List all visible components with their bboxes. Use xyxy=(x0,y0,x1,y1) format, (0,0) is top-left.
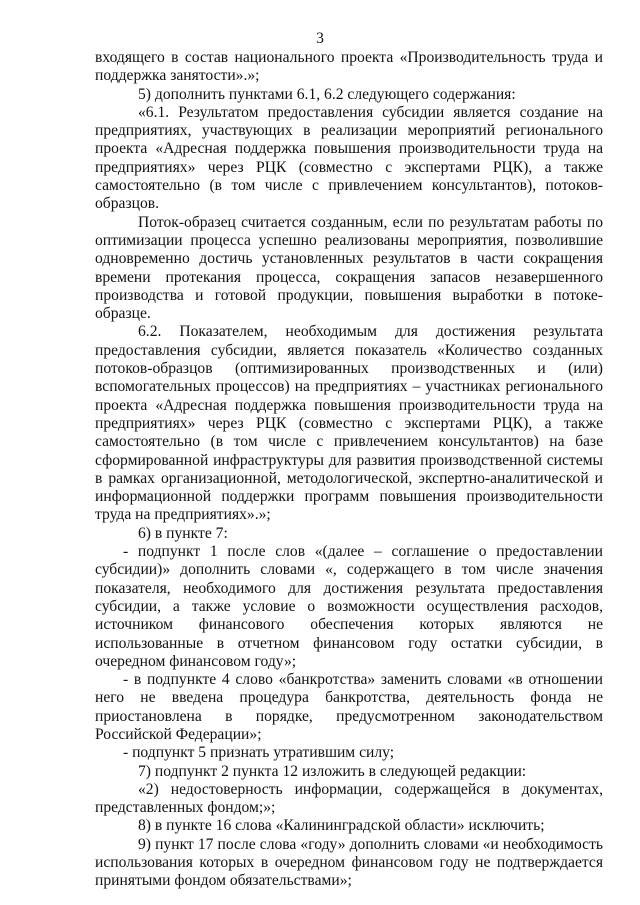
list-item: - подпункт 1 после слов «(далее – соглашение о предоставлении субсидии)» дополнить словами «, содержащего в том числе значения показателя, необходимого для достижения результата предоставления субсидии, а также условие о возможности осуществления расходов, источником финансового обеспечения которых являются не использованные в отчетном финансовом году остатки субсидии, в очередном финансовом году»; xyxy=(95,543,603,670)
list-item: - в подпункте 4 слово «банкротства» заменить словами «в отношении него не введена процедура банкротства, деятельность фонда не приостановлена в порядке, предусмотренном законодательством Российской Федерации»; xyxy=(95,671,603,743)
paragraph: 8) в пункте 16 слова «Калининградской области» исключить; xyxy=(138,817,545,835)
document-body xyxy=(95,49,603,891)
paragraph: 6.2. Показателем, необходимым для достижения результата предоставления субсидии, является показатель «Количество созданных потоков-образцов (оптимизированных производственных и (или) вспомогательных процессов) на предприятиях – участниках регионального проекта «Адресная поддержка повышения производительности труда на предприятиях» через РЦК (совместно с экспертами РЦК), а также самостоятельно (в том числе с привлечением консультантов) на базе сформированной инфраструктуры для развития производственной системы в рамках организационной, методологической, экспертно-аналитической и информационной поддержки программ повышения производительности труда на предприятиях».»; xyxy=(95,323,603,524)
list-item: - подпункт 5 признать утратившим силу; xyxy=(123,744,395,762)
paragraph: «6.1. Результатом предоставления субсидии является создание на предприятиях, участвующих в реализации мероприятий регионального проекта «Адресная поддержка повышения производительности труда на предприятиях» через РЦК (совместно с экспертами РЦК), а также самостоятельно (в том числе с привлечением консультантов), потоков-образцов. xyxy=(95,103,603,213)
paragraph: Поток-образец считается созданным, если по результатам работы по оптимизации процесса успешно реализованы мероприятия, позволившие одновременно достичь установленных результатов в части сокращения времени протекания процесса, сокращения запасов незавершенного производства и готовой продукции, повышения выработки в потоке-образце. xyxy=(95,213,603,323)
paragraph: 9) пункт 17 после слова «году» дополнить словами «и необходимость использования которых в очередном финансовом году не подтверждается принятыми фондом обязательствами»; xyxy=(95,835,603,890)
paragraph: «2) недостоверность информации, содержащейся в документах, представленных фондом;»; xyxy=(95,780,603,817)
paragraph: 6) в пункте 7: xyxy=(138,524,228,542)
paragraph: 7) подпункт 2 пункта 12 изложить в следующей редакции: xyxy=(138,762,527,780)
page-number: 3 xyxy=(316,30,324,47)
paragraph: 5) дополнить пунктами 6.1, 6.2 следующего содержания: xyxy=(138,85,516,103)
paragraph: входящего в состав национального проекта «Производительность труда и поддержка занятости».»; xyxy=(95,49,603,85)
